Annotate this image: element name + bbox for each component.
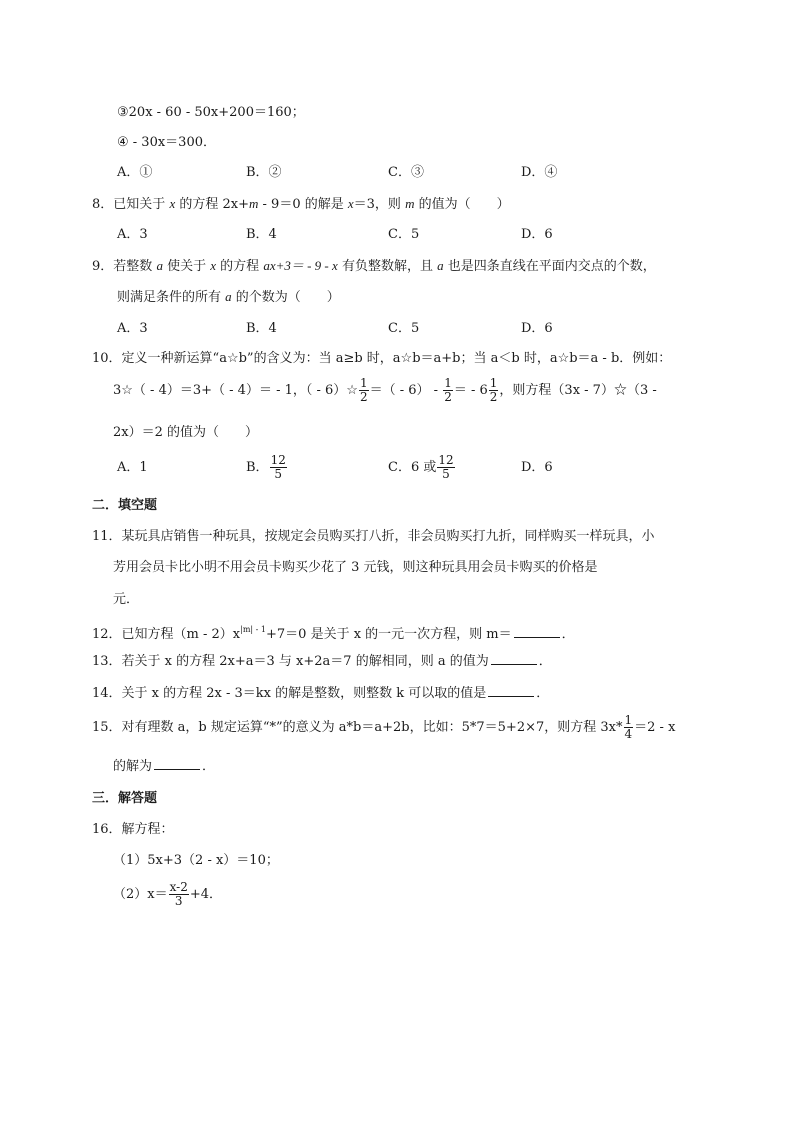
q8-option-a: A．3: [117, 227, 148, 242]
q10-option-c-label: C．6 或: [388, 460, 437, 475]
q7-option-b: B．②: [246, 165, 282, 180]
q9-equation: ax+3＝ - 9 - x: [263, 258, 338, 273]
q12-answer-blank[interactable]: [514, 625, 560, 638]
q8-var-x: x: [169, 196, 176, 211]
question-11-line-1: [92, 528, 655, 546]
q8-option-d: D．6: [521, 227, 553, 242]
q8-text-c: - 9＝0 的解是: [258, 197, 344, 212]
q10-option-b-label: B．: [246, 460, 269, 475]
q15-number: 15．: [92, 720, 122, 735]
q9-var-a2: a: [437, 258, 444, 273]
q9-var-x: x: [210, 258, 217, 273]
q10-definition: 定义一种新运算“a☆b”的含义为：当 a≥b 时，a☆b＝a+b；当 a＜b 时，a☆b＝a - b．例如：: [121, 351, 672, 366]
q16-part-2-fraction: $\frac{x-2}{3}$: [169, 880, 188, 908]
q15-end: ．: [202, 759, 216, 774]
q14-end: ．: [536, 686, 550, 701]
q9-option-c: C．5: [388, 321, 420, 336]
q9-var-a3: a: [225, 289, 232, 304]
q9-text-d: 有负整数解，且: [341, 259, 433, 274]
q13-number: 13．: [92, 654, 122, 669]
q12-exponent: |m| - 1: [240, 625, 266, 634]
q8-text-e: 的值为（ ）: [418, 197, 510, 212]
q10-example-d: ，则方程（3x - 7）☆（3 -: [499, 383, 657, 398]
q9-text-c: 的方程: [220, 259, 260, 274]
question-15-line-2: [113, 757, 215, 776]
question-10-line-2: [113, 377, 657, 405]
question-14: [92, 684, 549, 703]
q8-number: 8．: [92, 197, 114, 212]
question-10-line-1: [92, 350, 671, 368]
q8-var-m2: m: [405, 196, 415, 211]
q10-number: 10．: [92, 351, 122, 366]
q14-answer-blank[interactable]: [488, 684, 534, 697]
question-13: [92, 652, 552, 671]
question-9-line-1: [92, 257, 656, 276]
q8-var-x2: x: [347, 196, 354, 211]
q7-step-3: ③20x - 60 - 50x+200＝160；: [117, 105, 305, 120]
q15-answer-blank[interactable]: [154, 757, 200, 770]
q12-number: 12．: [92, 627, 122, 642]
question-8: [92, 195, 510, 214]
q7-option-d: D．④: [521, 165, 558, 180]
q9-var-a: a: [156, 258, 163, 273]
section-solve-heading: 三．解答题: [92, 791, 158, 806]
q16-part-1: （1）5x+3（2 - x）＝10；: [113, 853, 279, 868]
q8-text-b: 的方程 2x+: [179, 197, 249, 212]
q9-text-f: 则满足条件的所有: [117, 290, 222, 305]
q10-option-a: A．1: [117, 460, 148, 475]
question-12: [92, 621, 575, 644]
q7-step-4: ④ - 30x＝300．: [117, 135, 216, 150]
q7-option-a: A．①: [117, 165, 153, 180]
q10-fraction-half-3: $\frac{1}{2}$: [489, 376, 498, 404]
q8-text-a: 已知关于: [113, 197, 166, 212]
q7-option-c: C．③: [388, 165, 424, 180]
q12-end: ．: [561, 627, 575, 642]
q8-text-d: ＝3，则: [353, 197, 401, 212]
q9-option-d: D．6: [521, 321, 553, 336]
question-15-line-1: [92, 713, 675, 743]
section-fill-in-heading: 二．填空题: [92, 498, 158, 513]
q10-example-a: 3☆（ - 4）＝3+（ - 4）＝ - 1，（ - 6）☆: [113, 383, 358, 398]
q15-text-c: 的解为: [113, 759, 153, 774]
q9-text-e: 也是四条直线在平面内交点的个数，: [447, 259, 656, 274]
q10-option-c: [388, 454, 456, 482]
q14-number: 14．: [92, 686, 122, 701]
question-11-line-3: 元．: [113, 592, 140, 607]
q10-example-b: ＝（ - 6） -: [369, 383, 443, 398]
q8-option-b: B．4: [246, 227, 277, 242]
q11-text-1: 某玩具店销售一种玩具，按规定会员购买打八折，非会员购买打九折，同样购买一样玩具，小: [121, 529, 655, 544]
q13-end: ．: [538, 654, 552, 669]
q10-option-c-fraction: $\frac{12}{5}$: [438, 453, 454, 481]
q16-number: 16．: [92, 822, 122, 837]
q10-example-c: ＝ - 6: [453, 383, 488, 398]
q9-text-b: 使关于: [167, 259, 207, 274]
q9-number: 9．: [92, 259, 114, 274]
q16-title: 解方程：: [121, 822, 174, 837]
q10-option-b-fraction: $\frac{12}{5}$: [270, 453, 286, 481]
q14-text: 关于 x 的方程 2x - 3＝kx 的解是整数，则整数 k 可以取的值是: [121, 686, 487, 701]
question-9-line-2: [117, 288, 340, 307]
q10-fraction-half-1: $\frac{1}{2}$: [359, 376, 368, 404]
q8-option-c: C．5: [388, 227, 420, 242]
q9-text-g: 的个数为（ ）: [235, 290, 340, 305]
q13-text: 若关于 x 的方程 2x+a＝3 与 x+2a＝7 的解相同，则 a 的值为: [121, 654, 489, 669]
q15-text-b: ＝2 - x: [634, 720, 676, 735]
q11-number: 11．: [92, 529, 122, 544]
question-16: [92, 821, 174, 839]
q13-answer-blank[interactable]: [491, 652, 537, 665]
q16-part-2-lhs: （2）x＝: [113, 887, 168, 902]
q16-part-2-rhs: +4．: [189, 887, 223, 902]
q15-text-a: 对有理数 a，b 规定运算“*”的意义为 a*b＝a+2b，比如：5*7＝5+2×7，则方程 3x*: [121, 720, 623, 735]
q12-text-b: +7＝0 是关于 x 的一元一次方程，则 m＝: [266, 627, 512, 642]
q9-option-b: B．4: [246, 321, 277, 336]
q8-var-m: m: [249, 196, 259, 211]
q10-option-b: [246, 454, 288, 482]
q10-option-d: D．6: [521, 460, 553, 475]
q16-part-2: [113, 880, 222, 910]
q10-fraction-half-2: $\frac{1}{2}$: [444, 376, 452, 404]
q15-fraction: $\frac{1}{4}$: [624, 713, 633, 741]
q12-text-a: 已知方程（m - 2）x: [121, 627, 241, 642]
question-10-line-3: 2x）＝2 的值为（ ）: [113, 425, 259, 440]
q9-text-a: 若整数: [113, 259, 153, 274]
q9-option-a: A．3: [117, 321, 148, 336]
question-11-line-2: 芳用会员卡比小明不用会员卡购买少花了 3 元钱，则这种玩具用会员卡购买的价格是: [113, 560, 598, 575]
